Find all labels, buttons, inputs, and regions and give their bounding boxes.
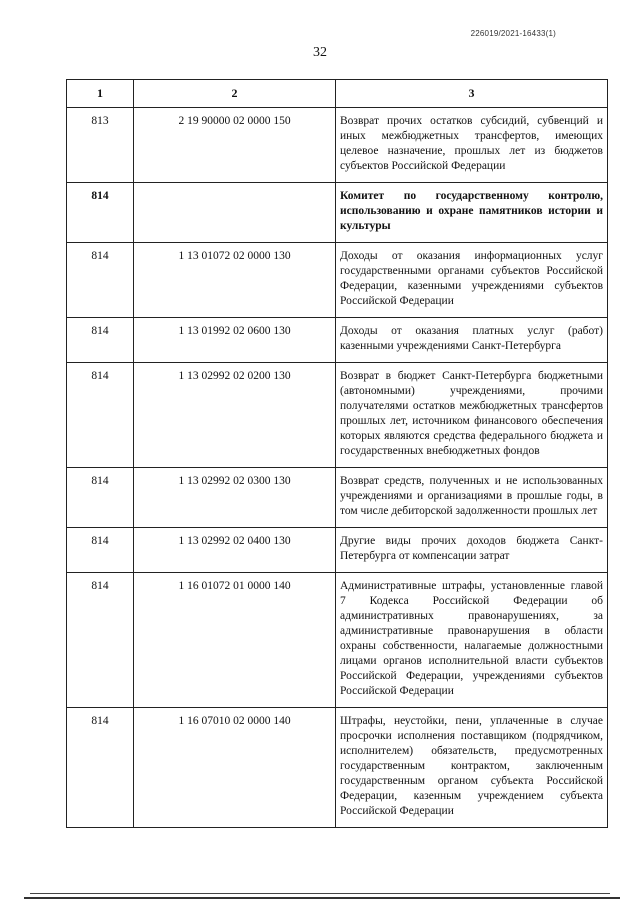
description-cell: Штрафы, неустойки, пени, уплаченные в случае просрочки исполнения поставщиком (подрядчиком, исполнителем) обязательств, предусмотренных государственным контрактом, заключенным государственным органом субъекта Российской Федерации, казенным учреждением субъекта Российской Федерации [336,708,608,828]
table-row [67,318,608,363]
table-row [67,108,608,183]
column-header-1: 1 [67,80,134,108]
description-cell: Комитет по государственному контролю, использованию и охране памятников истории и культуры [336,183,608,243]
budget-code-cell [134,183,336,243]
description-cell: Возврат в бюджет Санкт-Петербурга бюджетными (автономными) учреждениями, прочими получателями остатков межбюджетных трансфертов прошлых лет, источником финансового обеспечения которых являются средства федерального бюджета и государственных внебюджетных фондов [336,363,608,468]
admin-code-cell: 813 [67,108,134,183]
table-row [67,573,608,708]
budget-code-cell: 1 16 01072 01 0000 140 [134,573,336,708]
budget-code-cell: 1 13 02992 02 0300 130 [134,468,336,528]
document-id: 226019/2021-16433(1) [470,29,556,38]
table-row [67,468,608,528]
description-cell: Возврат средств, полученных и не использованных учреждениями и организациями в прошлые годы, в том числе дебиторской задолженности прошлых лет [336,468,608,528]
footer-rule-thick [24,897,620,899]
budget-codes-table [66,79,608,828]
budget-code-cell: 1 13 01992 02 0600 130 [134,318,336,363]
admin-code-cell: 814 [67,573,134,708]
budget-code-cell: 2 19 90000 02 0000 150 [134,108,336,183]
admin-code-cell: 814 [67,243,134,318]
description-cell: Другие виды прочих доходов бюджета Санкт-Петербурга от компенсации затрат [336,528,608,573]
admin-code-cell: 814 [67,363,134,468]
admin-code-cell: 814 [67,528,134,573]
column-header-2: 2 [134,80,336,108]
footer-rule [30,893,610,894]
description-cell: Доходы от оказания информационных услуг государственными органами субъектов Российской Федерации, казенными учреждениями субъектов Российской Федерации [336,243,608,318]
budget-code-cell: 1 13 02992 02 0400 130 [134,528,336,573]
admin-code-cell: 814 [67,708,134,828]
table-row [67,363,608,468]
budget-code-cell: 1 13 02992 02 0200 130 [134,363,336,468]
admin-code-cell: 814 [67,468,134,528]
description-cell: Административные штрафы, установленные главой 7 Кодекса Российской Федерации об административных правонарушениях, за административные правонарушения в области охраны собственности, налагаемые должностными лицами органов исполнительной власти субъектов Российской Федерации, учреждениями субъектов Российской Федерации [336,573,608,708]
description-cell: Возврат прочих остатков субсидий, субвенций и иных межбюджетных трансфертов, имеющих целевое назначение, прошлых лет из бюджетов субъектов Российской Федерации [336,108,608,183]
description-cell: Доходы от оказания платных услуг (работ) казенными учреждениями Санкт-Петербурга [336,318,608,363]
budget-code-cell: 1 13 01072 02 0000 130 [134,243,336,318]
budget-code-cell: 1 16 07010 02 0000 140 [134,708,336,828]
table-row [67,243,608,318]
table-row [67,528,608,573]
table-row [67,183,608,243]
admin-code-cell: 814 [67,318,134,363]
column-header-3: 3 [336,80,608,108]
table-header-row [67,80,608,108]
table-body [67,108,608,828]
admin-code-cell: 814 [67,183,134,243]
page-number: 32 [313,45,327,60]
table-row [67,708,608,828]
